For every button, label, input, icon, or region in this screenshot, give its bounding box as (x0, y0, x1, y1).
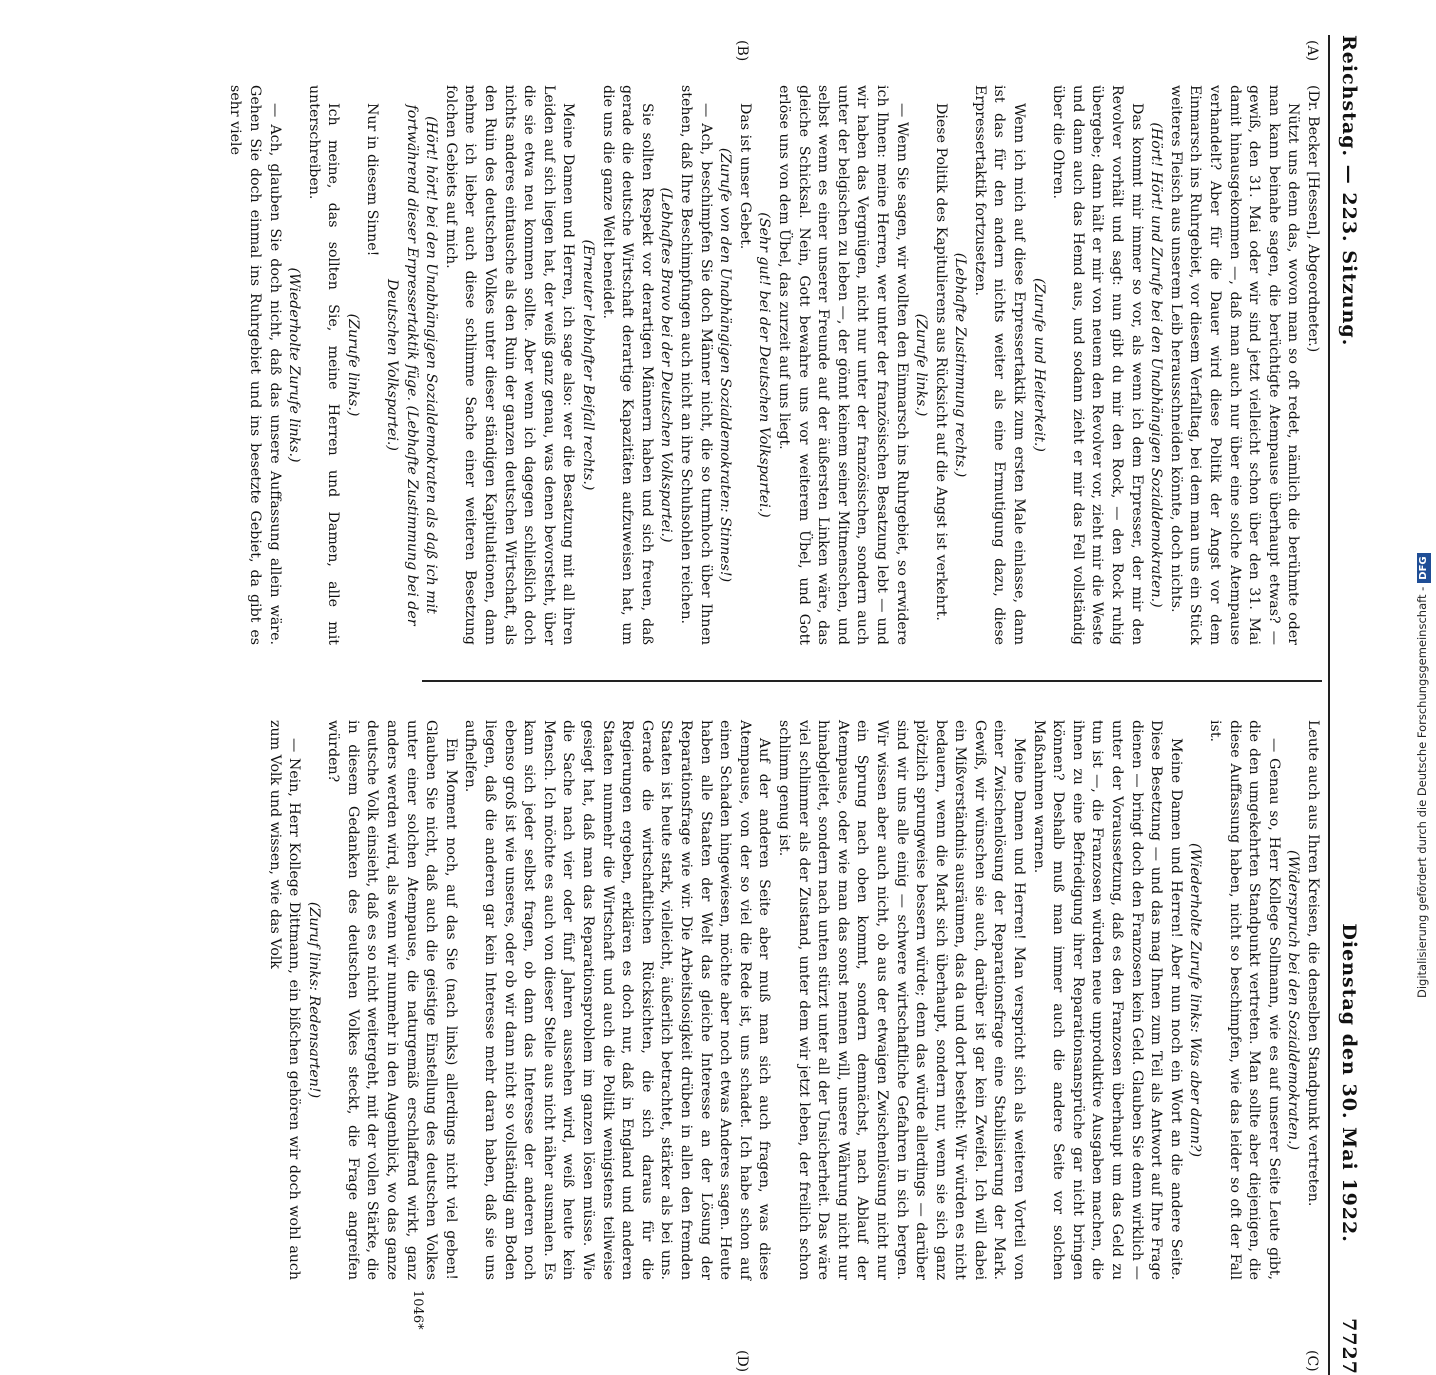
header-date: Dienstag den 30. Mai 1922. (1338, 923, 1360, 1243)
remark: (Sehr gut! bei der Deutschen Volkspartei.) (756, 212, 773, 518)
remark: (Zurufe links.) (913, 313, 930, 417)
remark: (Zurufe von den Unabhängigen Sozialdemokraten: Stinnes!) (717, 147, 734, 583)
remark: (Widerspruch bei den Sozialdemokraten.) (1285, 849, 1302, 1151)
dfg-logo: DFG (1417, 553, 1431, 582)
remark: (Zurufe und Heiterkeit.) (1030, 278, 1047, 452)
digitization-note (1408, 8, 1432, 998)
remark: (Erneuter lebhafter Beifall rechts.) (580, 239, 597, 491)
paragraph: — Nein, Herr Kollege Dittmann, ein bißchen gehören wir doch wohl auch zum Volk und wissen, wie das Volk (266, 720, 303, 1280)
paragraph: Leute auch aus Ihren Kreisen, die denselben Standpunkt vertreten. (1305, 720, 1321, 1207)
remark: (Lebhaftes Bravo bei der Deutschen Volkspartei.) (658, 187, 675, 543)
paragraph: Ich meine, das sollten Sie, meine Herren und Damen, alle mit unterschreiben. (305, 85, 342, 645)
marker-b: (B) (734, 40, 750, 62)
paragraph: — Ach, glauben Sie doch nicht, daß das unsere Auffassung allein wäre. Gehen Sie doch einmal ins Ruhrgebiet und ins besetzte Gebiet, da gibt es sehr viele (227, 85, 283, 645)
marker-d: (D) (734, 1350, 750, 1373)
speaker-line: (Dr. Becker [Hessen], Abgeordneter.) (1305, 85, 1321, 353)
paragraph: Wenn ich mich auf diese Erpressertaktik zum ersten Male einlasse, dann ist das für den andern nichts weiter als eine Ermutigung dazu, diese Erpressertaktik fortzusetzen. (971, 85, 1028, 645)
marker-a: (A) (1304, 40, 1320, 62)
paragraph: Meine Damen und Herren! Man verspricht sich als weiteren Vorteil von einer Zwischenlösung der Reparationsfrage eine Stabilisierung der Mark. Gewiß, wir wünschen sie auch, darüber ist gar kein Zweifel. Ich will dabei ein Mißverständnis ausräumen, das da und dort besteht: Wir würden es nicht bedauern, wenn die Mark sich überhaupt, sondern nur, wenn sie sich ganz plötzlich sprungweise bessern würde; denn das würde allerdings — darüber sind wir uns alle einig — schwere wirtschaftliche Gefahren in sich bergen. Wir wissen aber auch nicht, ob aus der etwaigen Zwischenlösung nicht nur ein Sprung nach oben kommt, sondern demnächst, nach Ablauf der Atempause, oder wie man das sonst nennen will, unsere Währung nicht nur hinabgleitet, sondern nach unten stürzt unter all der Unsicherheit. Das wäre viel schlimmer als der Zustand, unter dem wir jetzt leben, der freilich schon schlimm genug ist. (775, 720, 1028, 1280)
remark: (Zurufe links.) (344, 313, 361, 417)
paragraph: — Ach, beschimpfen Sie doch Männer nicht, die so turmhoch über Ihnen stehen, daß Ihre Beschimpfungen auch nicht an ihre Schuhsohlen reichen. (678, 85, 714, 645)
remark: (Zuruf links: Redensarten!) (305, 901, 322, 1099)
paragraph: Diese Politik des Kapitulierens aus Rücksicht auf die Angst ist verkehrt. (932, 103, 949, 621)
remark: (Wiederholte Zurufe links.) (286, 267, 303, 463)
remark: (Wiederholte Zurufe links: Was aber dann?) (1187, 842, 1204, 1158)
page-header (1330, 35, 1360, 1375)
paragraph: Meine Damen und Herren, ich sage also: wer die Besatzung mit all ihren Leiden auf sich liegen hat, der weiß ganz genau, was denen bevorsteht, über die sie etwa neu kommen sollte. Aber wenn ich dagegen schließlich doch nichts anderes eintausche als den Ruin der ganzen deutschen Wirtschaft, als den Ruin des deutschen Volkes unter dieser ständigen Kapitulationen, dann nehme ich lieber auch diese schlimme Sache einer weiteren Besetzung folchen Gebiets auf mich. (442, 85, 577, 645)
column-left (227, 85, 1322, 645)
digitization-text: Digitalisierung gefördert durch die Deutsche Forschungsgemeinschaft - (1415, 586, 1429, 998)
page-number: 7727 (1338, 1318, 1360, 1375)
paragraph: Meine Damen und Herren! Aber nun noch ein Wort an die andere Seite. Diese Besetzung — und das mag Ihnen zum Teil als Antwort auf Ihre Frage dienen — bringt doch den Franzosen kein Geld. Glauben Sie denn wirklich — unter der Voraussetzung, daß es den Franzosen überhaupt um das Geld zu tun ist —, die Franzosen würden neue unproduktive Ausgaben machen, die ihnen zu eine Befriedigung ihrer Reparationsansprüche gar nicht bringen können? Deshalb muß man immer auch die andere Seite vor solchen Maßnahmen warnen. (1030, 720, 1184, 1280)
paragraph: Ein Moment noch, auf das Sie (nach links) allerdings nicht viel geben! Glauben Sie nicht, daß auch die geistige Einstellung des deutschen Volkes unter einer solchen Atempause, die naturgemäß erschlaffend wirkt, ganz anders werden wird, als wenn wir nunmehr in den Augenblick, wo das ganze deutsche Volk einsieht, daß es so nicht weitergeht, mit der vollen Stärke, die in diesem Gedanken des deutschen Volkes steckt, die Frage angreifen würden? (325, 720, 459, 1280)
column-divider (422, 680, 1322, 682)
paragraph: Nur in diesem Sinne! (364, 103, 381, 257)
remark: (Hört! hört! bei den Unabhängigen Sozialdemokraten als daß ich mit fortwährend dieser Erpressertaktik füge. (Lebhafte Zustimmung bei der Deutschen Volkspartei.) (384, 104, 440, 626)
paragraph: — Genau so, Herr Kollege Sollmann, wie es auf unserer Seite Leute gibt, die den umgekehrten Standpunkt vertreten. Man sollte aber diejenigen, die diese Auffassung haben, nicht so beschimpfen, wie das leider so oft der Fall ist. (1207, 720, 1282, 1280)
paragraph: — Wenn Sie sagen, wir wollten den Einmarsch ins Ruhrgebiet, so erwidere ich Ihnen: meine Herren, wer unter der französischen Besatzung lebt — und wir haben das Vergnügen, nicht nur unter der französischen, sondern auch unter der belgischen zu leben —, der gönnt keinem seiner Mitmenschen, und selbst wenn es einer unserer Freunde auf der äußersten Linken wäre, das gleiche Schicksal. Nein, Gott bewahre uns vor weiterem Übel, und Gott erlöse uns von dem Übel, das zurzeit auf uns liegt. (775, 85, 910, 645)
paragraph: Sie sollten Respekt vor derartigen Männern haben und sich freuen, daß gerade die deutsche Wirtschaft derartige Kapazitäten aufzuweisen hat, um die uns die ganze Welt beneidet. (599, 85, 655, 645)
marker-c: (C) (1304, 1350, 1320, 1372)
paragraph: Das kommt mir immer so vor, als wenn ich dem Erpresser, der mir den Revolver vorhält und sagt: nun gibt du mir den Rock, — den Rock ruhig übergebe; dann hält er mir von neuem den Revolver vor, zieht mir die Weste und dann auch das Hemd aus, und sodann zieht er mir das Fell vollständig über die Ohren. (1050, 85, 1145, 645)
paragraph: Das ist unser Gebet. (736, 103, 753, 250)
paragraph: Nützt uns denn das, wovon man so oft redet, nämlich die berühmte oder man kann beinahe sagen, die berüchtigte Atempause überhaupt etwas? — gewiß, den 31. Mai oder wir sind jetzt vielleicht schon über den 31. Mai damit hinausgekommen —, daß man auch nur über eine solche Atempause verhandelt? Aber für die Dauer wird diese Politik der Angst vor dem Einmarsch ins Ruhrgebiet, vor diesem Verfalltag, bei dem man uns ein Stück weiteres Fleisch aus unserem Leib herausschneiden könnte, doch nichts. (1167, 85, 1302, 645)
paragraph: Auf der anderen Seite aber muß man sich auch fragen, was diese Atempause, von der so viel die Rede ist, uns schadet. Ich habe schon auf einen Schaden hingewiesen, möchte aber noch etwas Anderes sagen. Heute haben alle Staaten der Welt das gleiche Interesse an der Lösung der Reparationsfrage wie wir. Die Arbeitslosigkeit drüben in allen den fremden Staaten ist heute stark, vielleicht, äußerlich betrachtet, stärker als bei uns. Gerade die wirtschaftlichen Rücksichten, die sich daraus für die Regierungen ergeben, erklären es doch nur, daß in England und anderen Staaten nunmehr die Wirtschaft und auch die Politik wenigstens teilweise gesiegt hat, daß man das Reparationsproblem im ganzen lösen müsse. Wie die Sache nach vier oder fünf Jahren aussehen wird, weiß heute kein Mensch. Ich möchte es auch von dieser Stelle aus nicht näher ausmalen. Es kann sich jeder selbst fragen, ob dann das Interesse der anderen noch ebenso groß ist wie unseres, oder ob wir dann nicht so vollständig am Boden liegen, daß die anderen gar kein Interesse mehr daran haben, daß sie uns aufhelfen. (462, 720, 773, 1280)
column-right (266, 720, 1322, 1280)
remark: (Lebhafte Zustimmung rechts.) (952, 252, 969, 478)
header-left: Reichstag. — 223. Sitzung. (1338, 35, 1360, 347)
header-rule (1328, 35, 1330, 1375)
header-right (1338, 923, 1360, 1375)
footer-number: 1046* (410, 1290, 425, 1330)
remark: (Hört! Hört! und Zurufe bei den Unabhängigen Sozialdemokraten.) (1148, 122, 1165, 608)
